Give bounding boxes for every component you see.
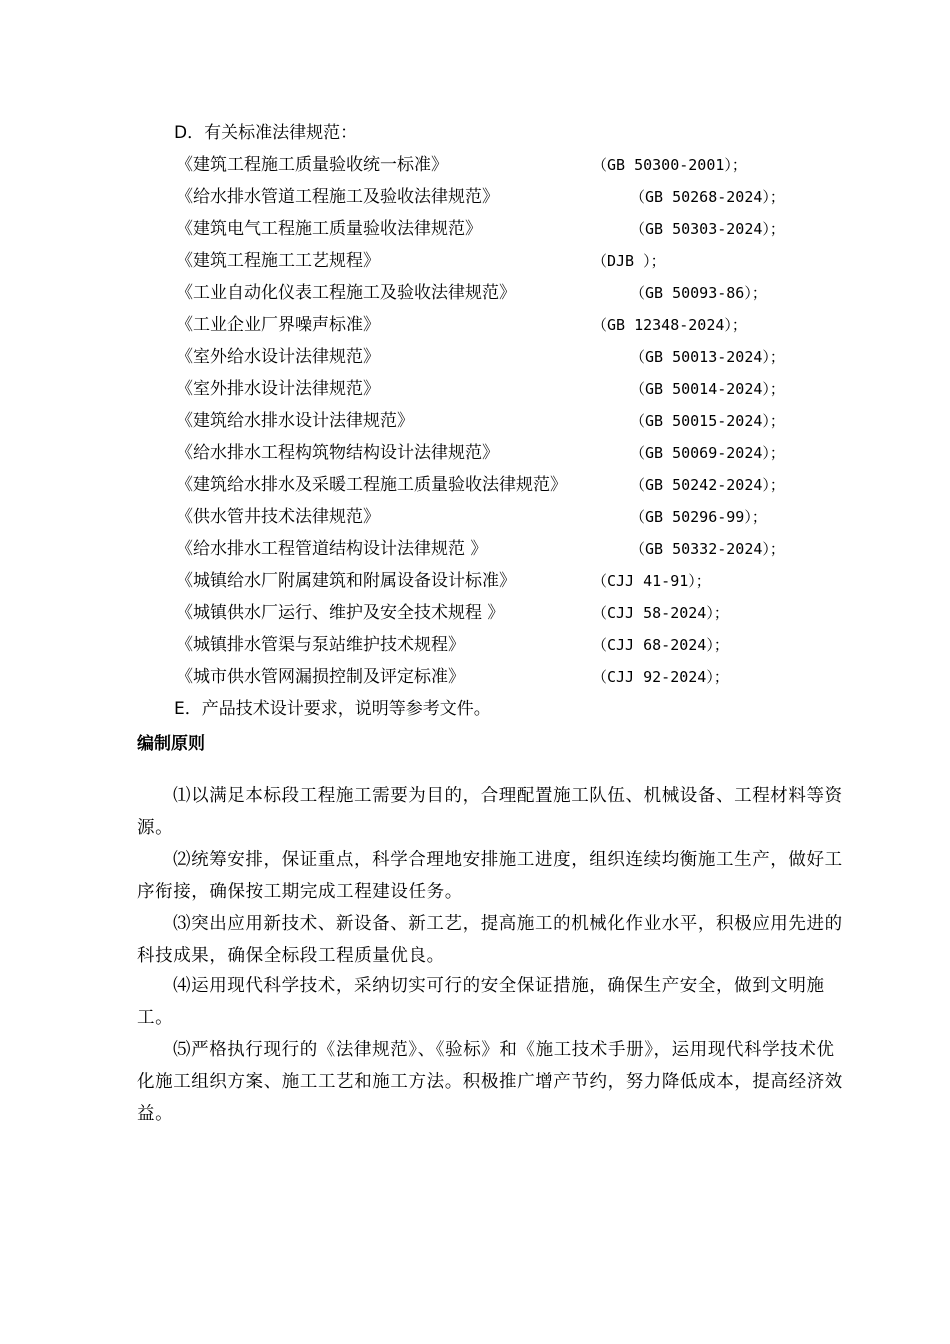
standard-code: （GB 50014-2024）； (630, 380, 785, 398)
principle-paragraph: ⑶突出应用新技术、新设备、新工艺，提高施工的机械化作业水平，积极应用先进的科技成果，确保全标段工程质量优良。 (137, 914, 843, 966)
standard-code: （GB 50296-99）； (630, 508, 767, 526)
standard-code: （CJJ 92-2024）； (592, 668, 729, 686)
standard-code: （CJJ 68-2024）； (592, 636, 729, 654)
standard-name: 《建筑电气工程施工质量验收法律规范》 (176, 219, 482, 239)
principle-paragraph: ⑷运用现代科学技术，采纳切实可行的安全保证措施，确保生产安全，做到文明施工。 (137, 976, 825, 1028)
standard-name: 《建筑给水排水及采暖工程施工质量验收法律规范》 (176, 475, 567, 495)
standard-name: 《城镇供水厂运行、维护及安全技术规程 》 (176, 603, 505, 623)
standard-code: （GB 50303-2024）； (630, 220, 785, 238)
standard-code: （GB 50013-2024）； (630, 348, 785, 366)
standard-name: 《室外排水设计法律规范》 (176, 379, 380, 399)
standard-name: 《给水排水管道工程施工及验收法律规范》 (176, 187, 499, 207)
section-d-label: D．有关标准法律规范： (174, 123, 358, 143)
principles-heading: 编制原则 (137, 734, 205, 754)
standard-code: （GB 50332-2024）； (630, 540, 785, 558)
standard-code: （GB 50015-2024）； (630, 412, 785, 430)
standard-name: 《给水排水工程构筑物结构设计法律规范》 (176, 443, 499, 463)
standard-code: （CJJ 41-91）； (592, 572, 711, 590)
section-e-label: E．产品技术设计要求，说明等参考文件。 (174, 699, 491, 719)
standard-name: 《建筑工程施工工艺规程》 (176, 251, 380, 271)
standard-name: 《工业企业厂界噪声标准》 (176, 315, 380, 335)
standard-name: 《室外给水设计法律规范》 (176, 347, 380, 367)
standard-code: （GB 50300-2001）； (592, 156, 747, 174)
principle-paragraph: ⑵统筹安排，保证重点，科学合理地安排施工进度，组织连续均衡施工生产，做好工序衔接，确保按工期完成工程建设任务。 (137, 850, 843, 902)
standard-code: （CJJ 58-2024）； (592, 604, 729, 622)
standard-code: （GB 50242-2024）； (630, 476, 785, 494)
standard-name: 《给水排水工程管道结构设计法律规范 》 (176, 539, 488, 559)
standard-name: 《供水管井技术法律规范》 (176, 507, 380, 527)
principle-paragraph: ⑸严格执行现行的《法律规范》、《验标》和《施工技术手册》，运用现代科学技术优化施工组织方案、施工工艺和施工方法。积极推广增产节约，努力降低成本，提高经济效益。 (137, 1040, 843, 1124)
standard-code: （DJB ）； (592, 252, 666, 270)
standard-name: 《建筑工程施工质量验收统一标准》 (176, 155, 448, 175)
standard-name: 《城市供水管网漏损控制及评定标准》 (176, 667, 465, 687)
standard-code: （GB 50069-2024）； (630, 444, 785, 462)
standard-name: 《工业自动化仪表工程施工及验收法律规范》 (176, 283, 516, 303)
standard-code: （GB 50093-86）； (630, 284, 767, 302)
standard-name: 《城镇给水厂附属建筑和附属设备设计标准》 (176, 571, 516, 591)
standard-name: 《城镇排水管渠与泵站维护技术规程》 (176, 635, 465, 655)
standard-name: 《建筑给水排水设计法律规范》 (176, 411, 414, 431)
standard-code: （GB 50268-2024）； (630, 188, 785, 206)
principle-paragraph: ⑴以满足本标段工程施工需要为目的，合理配置施工队伍、机械设备、工程材料等资源。 (137, 786, 843, 838)
standard-code: （GB 12348-2024）； (592, 316, 747, 334)
